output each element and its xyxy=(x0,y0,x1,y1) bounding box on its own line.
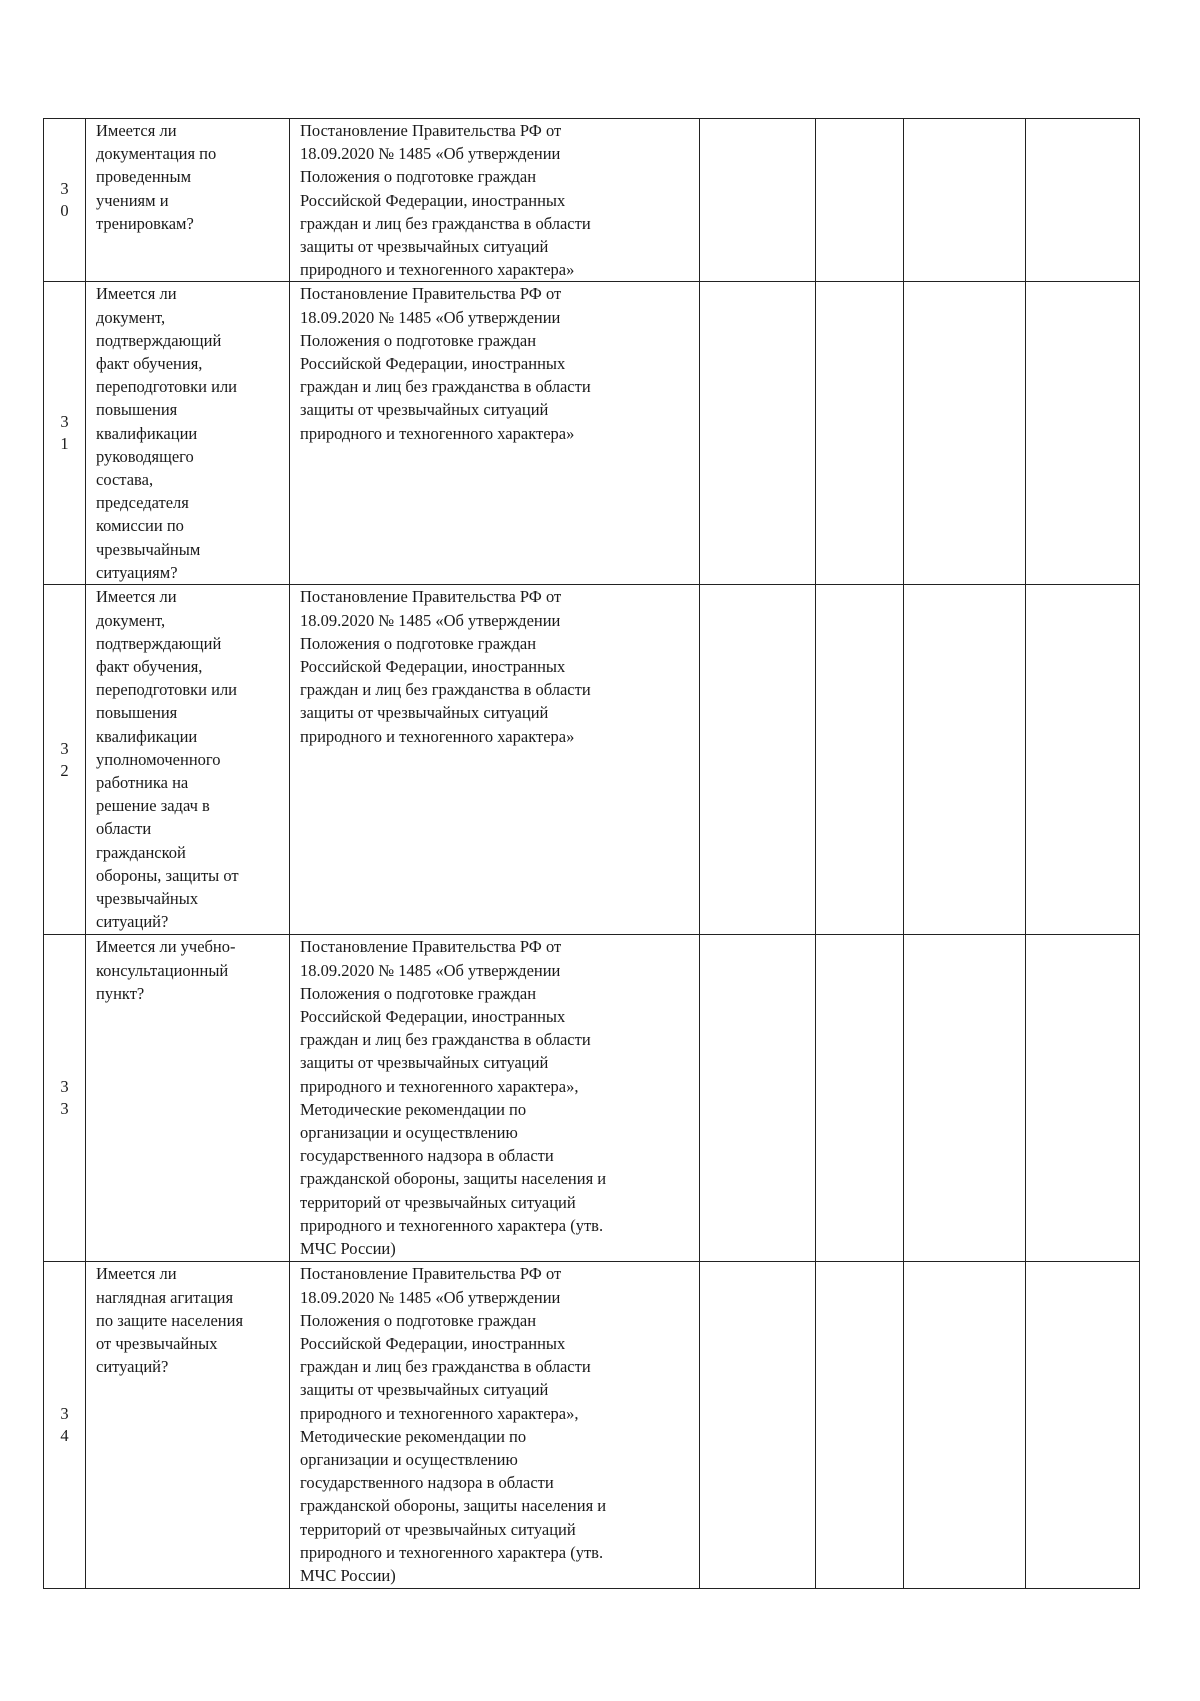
row-number-digit-2: 4 xyxy=(60,1426,69,1446)
empty-answer-cell xyxy=(816,1262,904,1589)
row-number-cell xyxy=(44,935,86,1262)
empty-note-cell xyxy=(1026,282,1140,585)
empty-note-cell xyxy=(1026,585,1140,935)
row-number-cell xyxy=(44,119,86,282)
empty-note-cell xyxy=(1026,1262,1140,1589)
empty-answer-cell xyxy=(700,585,816,935)
table-row xyxy=(44,935,1140,1262)
question-cell: Имеется ли документация по проведенным учениям и тренировкам? xyxy=(86,119,290,282)
table-row xyxy=(44,1262,1140,1589)
row-number-digit-1: 3 xyxy=(60,412,69,432)
empty-note-cell xyxy=(1026,119,1140,282)
row-number-digit-2: 1 xyxy=(60,434,69,454)
empty-answer-cell xyxy=(700,935,816,1262)
row-number-digit-1: 3 xyxy=(60,738,69,758)
empty-answer-cell xyxy=(904,585,1026,935)
question-cell: Имеется ли наглядная агитация по защите населения от чрезвычайных ситуаций? xyxy=(86,1262,290,1589)
empty-answer-cell xyxy=(816,119,904,282)
legal-basis-cell: Постановление Правительства РФ от 18.09.2020 № 1485 «Об утверждении Положения о подготовке граждан Российской Федерации, иностранных граждан и лиц без гражданства в области защиты от чрезвычайных ситуаций природного и техногенного характера» xyxy=(290,119,700,282)
empty-answer-cell xyxy=(904,935,1026,1262)
empty-answer-cell xyxy=(816,935,904,1262)
row-number-cell xyxy=(44,585,86,935)
legal-basis-cell: Постановление Правительства РФ от 18.09.2020 № 1485 «Об утверждении Положения о подготовке граждан Российской Федерации, иностранных граждан и лиц без гражданства в области защиты от чрезвычайных ситуаций природного и техногенного характера», Методические рекомендации по организации и осуществлению государственного надзора в области гражданской обороны, защиты населения и территорий от чрезвычайных ситуаций природного и техногенного характера (утв. МЧС России) xyxy=(290,1262,700,1589)
table-row xyxy=(44,119,1140,282)
row-number-digit-2: 2 xyxy=(60,760,69,780)
empty-answer-cell xyxy=(904,119,1026,282)
legal-basis-cell: Постановление Правительства РФ от 18.09.2020 № 1485 «Об утверждении Положения о подготовке граждан Российской Федерации, иностранных граждан и лиц без гражданства в области защиты от чрезвычайных ситуаций природного и техногенного характера», Методические рекомендации по организации и осуществлению государственного надзора в области гражданской обороны, защиты населения и территорий от чрезвычайных ситуаций природного и техногенного характера (утв. МЧС России) xyxy=(290,935,700,1262)
row-number-digit-1: 3 xyxy=(60,179,69,199)
row-number-cell xyxy=(44,1262,86,1589)
empty-answer-cell xyxy=(904,1262,1026,1589)
empty-answer-cell xyxy=(816,585,904,935)
empty-answer-cell xyxy=(700,119,816,282)
question-cell: Имеется ли документ, подтверждающий факт обучения, переподготовки или повышения квалификации руководящего состава, председателя комиссии по чрезвычайным ситуациям? xyxy=(86,282,290,585)
question-cell: Имеется ли документ, подтверждающий факт обучения, переподготовки или повышения квалификации уполномоченного работника на решение задач в области гражданской обороны, защиты от чрезвычайных ситуаций? xyxy=(86,585,290,935)
row-number-digit-1: 3 xyxy=(60,1077,69,1097)
checklist-table xyxy=(43,118,1140,1589)
legal-basis-cell: Постановление Правительства РФ от 18.09.2020 № 1485 «Об утверждении Положения о подготовке граждан Российской Федерации, иностранных граждан и лиц без гражданства в области защиты от чрезвычайных ситуаций природного и техногенного характера» xyxy=(290,585,700,935)
row-number-digit-2: 0 xyxy=(60,201,69,221)
row-number-digit-2: 3 xyxy=(60,1099,69,1119)
empty-answer-cell xyxy=(700,1262,816,1589)
legal-basis-cell: Постановление Правительства РФ от 18.09.2020 № 1485 «Об утверждении Положения о подготовке граждан Российской Федерации, иностранных граждан и лиц без гражданства в области защиты от чрезвычайных ситуаций природного и техногенного характера» xyxy=(290,282,700,585)
table-row xyxy=(44,282,1140,585)
empty-note-cell xyxy=(1026,935,1140,1262)
empty-answer-cell xyxy=(904,282,1026,585)
question-cell: Имеется ли учебно- консультационный пункт? xyxy=(86,935,290,1262)
empty-answer-cell xyxy=(816,282,904,585)
row-number-cell xyxy=(44,282,86,585)
row-number-digit-1: 3 xyxy=(60,1404,69,1424)
empty-answer-cell xyxy=(700,282,816,585)
table-row xyxy=(44,585,1140,935)
